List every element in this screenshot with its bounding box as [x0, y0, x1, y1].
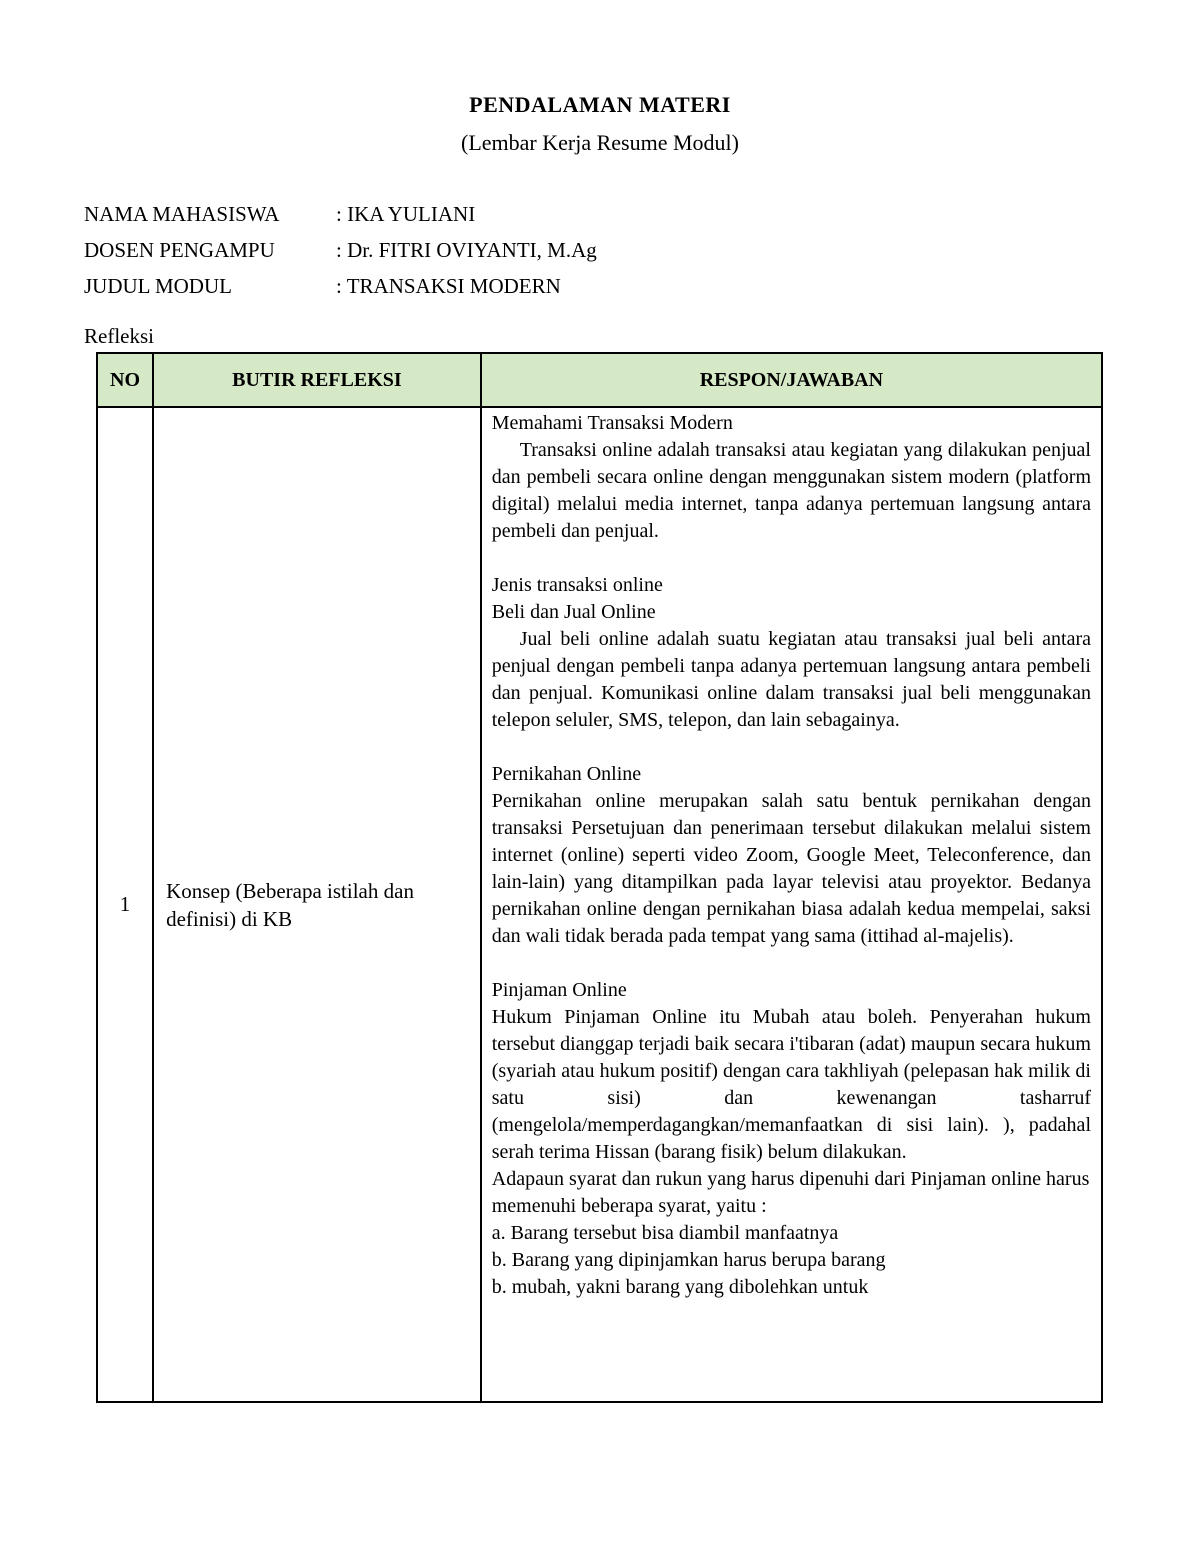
heading-online-loan: Pinjaman Online: [491, 979, 627, 1001]
identity-block: [84, 196, 597, 304]
table-row: [97, 407, 1102, 1402]
student-name-label: NAMA MAHASISWA: [84, 202, 280, 226]
heading-transaction-types: Jenis transaksi online: [491, 574, 663, 596]
header-no: NO: [97, 353, 153, 407]
lecturer-row: [84, 232, 597, 268]
heading-buy-sell-online: Beli dan Jual Online: [491, 601, 656, 623]
list-item: b. mubah, yakni barang yang dibolehkan untuk: [491, 1276, 869, 1298]
lecturer-label: DOSEN PENGAMPU: [84, 238, 275, 262]
document-subtitle: (Lembar Kerja Resume Modul): [461, 130, 739, 155]
response-cell: [481, 407, 1102, 1402]
list-item: a. Barang tersebut bisa diambil manfaatnya: [491, 1222, 839, 1244]
table-header-row: [97, 353, 1102, 407]
module-title-label: JUDUL MODUL: [84, 274, 232, 298]
document-title: PENDALAMAN MATERI: [469, 92, 731, 117]
student-name-value: : IKA YULIANI: [336, 202, 476, 226]
list-item: b. Barang yang dipinjamkan harus berupa barang: [491, 1249, 886, 1271]
paragraph-online-marriage: Pernikahan online merupakan salah satu bentuk pernikahan dengan transaksi Persetujuan dan penerimaan tersebut dilakukan melalui sistem internet (online) seperti video Zoom, Google Meet, Teleconference, dan lain-lain) yang ditampilkan pada layar televisi atau proyektor. Bedanya pernikahan online dengan pernikahan biasa adalah kedua mempelai, saksi dan wali tidak berada pada tempat yang sama (ittihad al-majelis).: [491, 790, 1091, 947]
heading-online-marriage: Pernikahan Online: [491, 763, 642, 785]
section-label: Refleksi: [84, 324, 154, 348]
paragraph-loan-requirements: Adapaun syarat dan rukun yang harus dipenuhi dari Pinjaman online harus memenuhi beberapa syarat, yaitu :: [491, 1168, 1090, 1217]
module-title-value: : TRANSAKSI MODERN: [336, 274, 561, 298]
paragraph-buy-sell-online: Jual beli online adalah suatu kegiatan atau transaksi jual beli antara penjual dengan pembeli tanpa adanya pertemuan langsung antara pembeli dan penjual. Komunikasi online dalam transaksi jual beli menggunakan telepon seluler, SMS, telepon, dan lain sebagainya.: [491, 628, 1091, 731]
header-respon: RESPON/JAWABAN: [481, 353, 1102, 407]
paragraph-online-loan: Hukum Pinjaman Online itu Mubah atau boleh. Penyerahan hukum tersebut dianggap terjadi baik secara i'tibaran (adat) maupun secara hukum (syariah atau hukum positif) dengan cara takhliyah (pelepasan hak milik di satu sisi) dan kewenangan tasharruf (mengelola/memperdagangkan/memanfaatkan di sisi lain). ), padahal serah terima Hissan (barang fisik) belum dilakukan.: [491, 1006, 1091, 1163]
header-butir: BUTIR REFLEKSI: [153, 353, 481, 407]
student-name-row: [84, 196, 597, 232]
lecturer-value: : Dr. FITRI OVIYANTI, M.Ag: [336, 238, 597, 262]
row-number: 1: [97, 407, 153, 1402]
reflection-item: Konsep (Beberapa istilah dan definisi) di KB: [153, 407, 481, 1402]
heading-modern-transaction: Memahami Transaksi Modern: [491, 412, 733, 434]
paragraph-online-transaction: Transaksi online adalah transaksi atau kegiatan yang dilakukan penjual dan pembeli secara online dengan menggunakan sistem modern (platform digital) melalui media internet, tanpa adanya pertemuan langsung antara pembeli dan penjual.: [491, 439, 1091, 542]
module-title-row: [84, 268, 597, 304]
reflection-table: [96, 352, 1103, 1403]
